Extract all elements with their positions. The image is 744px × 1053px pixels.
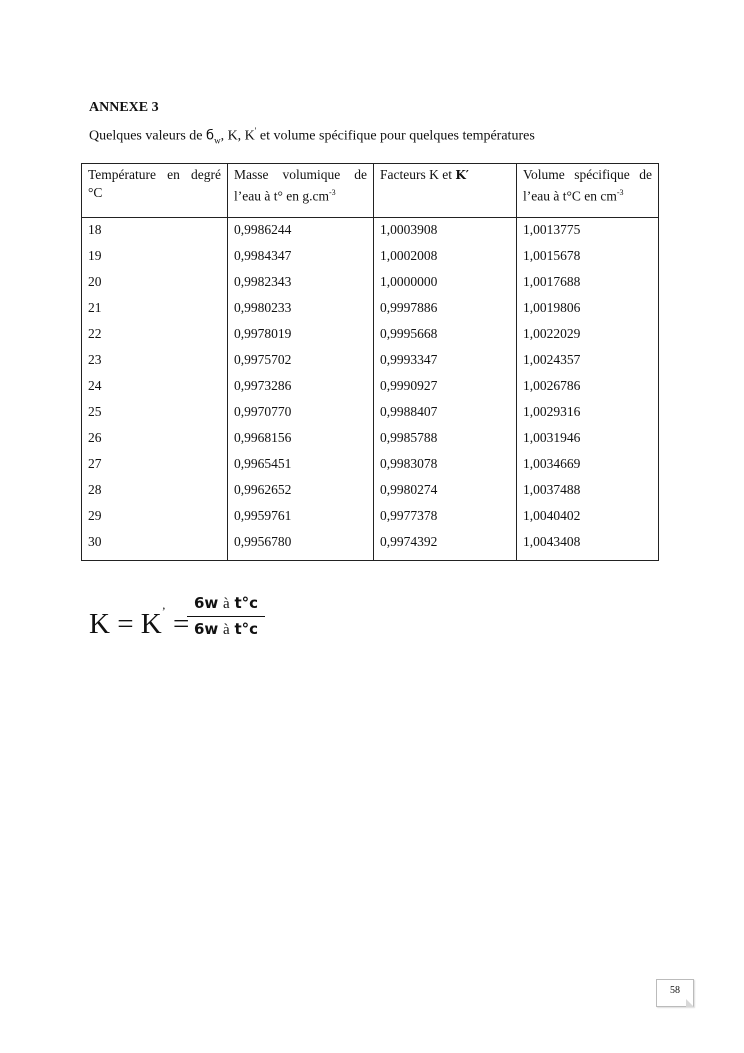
page-number: 58 <box>670 985 680 996</box>
header-volume-text: Volume spécifique de l’eau à t°C en cm <box>523 167 652 204</box>
cell-volume: 1,0037488 <box>517 480 659 506</box>
subtitle-mid: , K, K <box>220 128 255 144</box>
page-curl-icon <box>686 999 694 1007</box>
table-header-row <box>82 164 659 218</box>
cell-volume: 1,0022029 <box>517 324 659 350</box>
table-row <box>82 218 659 247</box>
cell-factor: 0,9990927 <box>374 376 517 402</box>
cell-mass: 0,9984347 <box>228 246 374 272</box>
formula-equals: = <box>165 608 190 640</box>
cell-temperature: 20 <box>82 272 228 298</box>
cell-temperature: 21 <box>82 298 228 324</box>
cell-volume: 1,0026786 <box>517 376 659 402</box>
subtitle-suffix: et volume spécifique pour quelques températures <box>256 128 535 144</box>
cell-mass: 0,9973286 <box>228 376 374 402</box>
cell-volume: 1,0034669 <box>517 454 659 480</box>
cell-mass: 0,9975702 <box>228 350 374 376</box>
table-row <box>82 376 659 402</box>
cell-temperature: 30 <box>82 532 228 561</box>
header-mass-exponent: -3 <box>328 188 336 197</box>
cell-mass: 0,9968156 <box>228 428 374 454</box>
cell-volume: 1,0013775 <box>517 218 659 247</box>
cell-volume: 1,0024357 <box>517 350 659 376</box>
cell-temperature: 18 <box>82 218 228 247</box>
cell-temperature: 25 <box>82 402 228 428</box>
formula-denominator <box>187 617 265 639</box>
cell-volume: 1,0040402 <box>517 506 659 532</box>
table-row <box>82 480 659 506</box>
formula-lhs <box>89 604 189 641</box>
cell-factor: 0,9988407 <box>374 402 517 428</box>
cell-mass: 0,9965451 <box>228 454 374 480</box>
cell-mass: 0,9982343 <box>228 272 374 298</box>
cell-temperature: 23 <box>82 350 228 376</box>
sigma-subscript: w <box>214 135 221 146</box>
cell-factor: 0,9983078 <box>374 454 517 480</box>
table-body <box>82 218 659 561</box>
cell-temperature: 28 <box>82 480 228 506</box>
numerator-temp: t°c <box>234 594 259 612</box>
table-row <box>82 506 659 532</box>
cell-temperature: 19 <box>82 246 228 272</box>
cell-factor: 0,9993347 <box>374 350 517 376</box>
table-row <box>82 246 659 272</box>
cell-volume: 1,0017688 <box>517 272 659 298</box>
cell-mass: 0,9986244 <box>228 218 374 247</box>
table-row <box>82 298 659 324</box>
cell-volume: 1,0015678 <box>517 246 659 272</box>
denominator-a: à <box>223 622 230 638</box>
cell-temperature: 27 <box>82 454 228 480</box>
header-temperature: Température en degré °C <box>82 164 228 218</box>
subtitle-prefix: Quelques valeurs de <box>89 128 207 144</box>
header-factor <box>374 164 517 218</box>
cell-volume: 1,0019806 <box>517 298 659 324</box>
header-factor-kprime: K′ <box>455 168 469 182</box>
table-row <box>82 272 659 298</box>
formula-numerator <box>187 594 265 616</box>
cell-volume: 1,0043408 <box>517 532 659 561</box>
cell-volume: 1,0031946 <box>517 428 659 454</box>
page-number-box <box>656 979 694 1007</box>
table-row <box>82 350 659 376</box>
cell-factor: 0,9974392 <box>374 532 517 561</box>
numerator-sigma: 6w <box>193 594 219 612</box>
denominator-temp: t°c <box>234 620 259 638</box>
numerator-a: à <box>223 596 230 612</box>
cell-factor: 0,9980274 <box>374 480 517 506</box>
formula-k: K = K <box>89 608 162 640</box>
table-row <box>82 324 659 350</box>
annex-title: ANNEXE 3 <box>89 100 159 115</box>
table-row <box>82 532 659 561</box>
header-mass <box>228 164 374 218</box>
denominator-sigma: 6w <box>193 620 219 638</box>
subtitle-prime: ' <box>254 126 257 136</box>
cell-factor: 1,0003908 <box>374 218 517 247</box>
table-row <box>82 402 659 428</box>
annex-subtitle <box>89 126 535 145</box>
cell-temperature: 24 <box>82 376 228 402</box>
cell-mass: 0,9962652 <box>228 480 374 506</box>
k-formula <box>89 594 349 654</box>
cell-factor: 0,9977378 <box>374 506 517 532</box>
cell-temperature: 26 <box>82 428 228 454</box>
cell-temperature: 29 <box>82 506 228 532</box>
cell-volume: 1,0029316 <box>517 402 659 428</box>
cell-factor: 0,9985788 <box>374 428 517 454</box>
cell-factor: 1,0000000 <box>374 272 517 298</box>
cell-mass: 0,9980233 <box>228 298 374 324</box>
cell-mass: 0,9959761 <box>228 506 374 532</box>
table-row <box>82 454 659 480</box>
header-volume <box>517 164 659 218</box>
table-row <box>82 428 659 454</box>
cell-mass: 0,9956780 <box>228 532 374 561</box>
cell-mass: 0,9978019 <box>228 324 374 350</box>
cell-mass: 0,9970770 <box>228 402 374 428</box>
cell-factor: 0,9997886 <box>374 298 517 324</box>
header-factor-text: Facteurs K et <box>380 167 456 182</box>
cell-factor: 0,9995668 <box>374 324 517 350</box>
cell-factor: 1,0002008 <box>374 246 517 272</box>
header-volume-exponent: -3 <box>616 188 624 197</box>
cell-temperature: 22 <box>82 324 228 350</box>
water-properties-table <box>81 163 659 561</box>
formula-prime: ’ <box>161 604 166 618</box>
sigma-symbol: б <box>206 128 215 144</box>
header-mass-text: Masse volumique de l’eau à t° en g.cm <box>234 167 367 204</box>
formula-fraction <box>187 594 265 639</box>
